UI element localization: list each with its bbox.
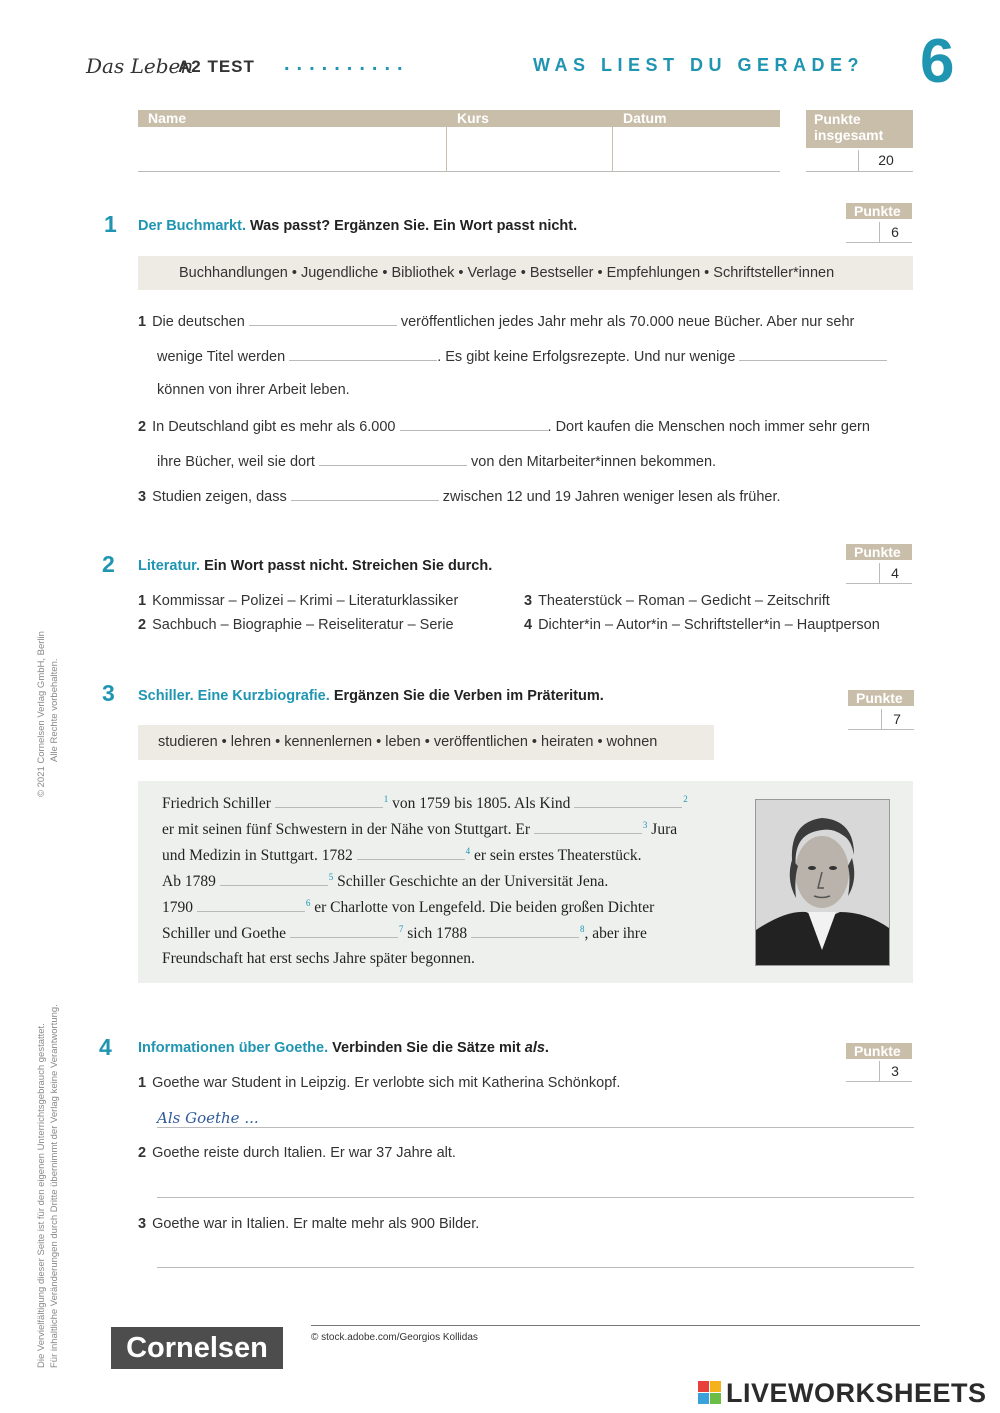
exercise-3-points-box xyxy=(848,709,914,730)
gap-input[interactable] xyxy=(319,452,467,466)
notice-line-2: Für inhaltliche Veränderungen durch Dritte übernimmt der Verlag keine Verantwortung. xyxy=(49,1004,60,1368)
gap-input[interactable] xyxy=(291,487,439,501)
exercise-3-points-value: 7 xyxy=(893,711,901,727)
name-label: Name xyxy=(138,110,446,127)
total-points-value: 20 xyxy=(878,152,894,168)
total-points-box xyxy=(806,150,913,172)
exercise-1-points-label: Punkte xyxy=(846,203,912,219)
gap-input[interactable] xyxy=(739,347,887,361)
header-dots: .......... xyxy=(284,53,410,75)
exercise-1-number: 1 xyxy=(104,211,117,237)
divider xyxy=(446,110,447,172)
exercise-1-word-bank: Buchhandlungen • Jugendliche • Bibliothek • Verlage • Bestseller • Empfehlungen • Schriftsteller*innen xyxy=(138,256,913,290)
footer-divider xyxy=(311,1325,920,1326)
kurs-label: Kurs xyxy=(447,110,612,127)
ex1-line-3: können von ihrer Arbeit leben. xyxy=(157,382,350,398)
copyright-line-2: Alle Rechte vorbehalten. xyxy=(49,658,60,762)
ex4-answer-1[interactable]: Als Goethe ... xyxy=(157,1109,259,1127)
notice-line-1: Die Vervielfältigung dieser Seite ist für den eigenen Unterrichtsgebrauch gestattet. xyxy=(36,1023,47,1368)
exercise-2-title: Literatur. Ein Wort passt nicht. Streichen Sie durch. xyxy=(138,558,493,574)
exercise-1-title: Der Buchmarkt. Was passt? Ergänzen Sie. Ein Wort passt nicht. xyxy=(138,218,578,234)
total-label-line2: insgesamt xyxy=(814,127,884,143)
schiller-line-3: und Medizin in Stuttgart. 1782 $^4$ er sein erstes Theaterstück. xyxy=(162,846,642,865)
exercise-4-title: Informationen über Goethe. Verbinden Sie die Sätze mit als. xyxy=(138,1040,549,1056)
ex4-item-1: 1 Goethe war Student in Leipzig. Er verlobte sich mit Katherina Schönkopf. xyxy=(138,1075,621,1091)
divider xyxy=(612,110,613,172)
gap-input[interactable] xyxy=(357,846,465,860)
test-label: A2 TEST xyxy=(178,57,255,76)
ex2-item-4[interactable]: 4 Dichter*in – Autor*in – Schriftsteller*in – Hauptperson xyxy=(524,617,880,633)
gap-input[interactable] xyxy=(290,924,398,938)
ex1-line-4: 2 In Deutschland gibt es mehr als 6.000 . Dort kaufen die Menschen noch immer sehr gern xyxy=(138,419,870,435)
gap-input[interactable] xyxy=(197,898,305,912)
answer-line[interactable] xyxy=(157,1267,914,1268)
unit-number: 6 xyxy=(920,27,955,96)
exercise-3-number: 3 xyxy=(102,680,115,706)
exercise-4-points-label: Punkte xyxy=(846,1043,912,1059)
gap-input[interactable] xyxy=(220,872,328,886)
ex1-line-2: wenige Titel werden . Es gibt keine Erfolgsrezepte. Und nur wenige xyxy=(157,347,887,365)
gap-input[interactable] xyxy=(275,794,383,808)
schiller-portrait-image xyxy=(755,799,890,966)
gap-input[interactable] xyxy=(471,924,579,938)
exercise-3-word-bank: studieren • lehren • kennenlernen • leben • veröffentlichen • heiraten • wohnen xyxy=(138,725,714,760)
ex4-item-3: 3 Goethe war in Italien. Er malte mehr als 900 Bilder. xyxy=(138,1216,480,1232)
copyright-line-1: © 2021 Cornelsen Verlag GmbH, Berlin xyxy=(36,631,47,797)
exercise-1-points-box xyxy=(846,222,912,243)
brand-logo: Das Leben xyxy=(86,54,194,78)
ex2-item-2[interactable]: 2 Sachbuch – Biographie – Reiseliteratur – Serie xyxy=(138,617,454,633)
exercise-4-number: 4 xyxy=(99,1034,112,1060)
gap-input[interactable] xyxy=(400,417,548,431)
ex2-item-1[interactable]: 1 Kommissar – Polizei – Krimi – Literaturklassiker xyxy=(138,593,459,609)
name-field[interactable] xyxy=(138,127,446,172)
answer-line[interactable] xyxy=(157,1197,914,1198)
ex1-line-5: ihre Bücher, weil sie dort von den Mitarbeiter*innen bekommen. xyxy=(157,454,717,470)
datum-label: Datum xyxy=(613,110,780,127)
exercise-3-title: Schiller. Eine Kurzbiografie. Ergänzen Sie die Verben im Präteritum. xyxy=(138,688,604,704)
ex2-item-3[interactable]: 3 Theaterstück – Roman – Gedicht – Zeitschrift xyxy=(524,593,830,609)
exercise-4-points-box xyxy=(846,1061,912,1082)
ex4-item-2: 2 Goethe reiste durch Italien. Er war 37 Jahre alt. xyxy=(138,1145,456,1161)
schiller-line-1: Friedrich Schiller $^1$ von 1759 bis 1805. Als Kind $^2$ xyxy=(162,794,688,813)
answer-line[interactable] xyxy=(157,1127,914,1128)
image-credit: © stock.adobe.com/Georgios Kollidas xyxy=(311,1332,478,1343)
gap-input[interactable] xyxy=(574,794,682,808)
datum-field[interactable] xyxy=(613,127,780,172)
total-points-label xyxy=(806,110,913,148)
exercise-2-number: 2 xyxy=(102,551,115,577)
kurs-field[interactable] xyxy=(447,127,612,172)
total-label-line1: Punkte xyxy=(814,111,861,127)
liveworksheets-watermark: LIVEWORKSHEETS xyxy=(698,1378,987,1409)
ex1-line-1: 1 Die deutschen veröffentlichen jedes Jahr mehr als 70.000 neue Bücher. Aber nur sehr xyxy=(138,314,855,330)
gap-input[interactable] xyxy=(534,820,642,834)
exercise-3-points-label: Punkte xyxy=(848,690,914,706)
exercise-2-points-label: Punkte xyxy=(846,544,912,560)
unit-title: WAS LIEST DU GERADE? xyxy=(533,55,865,75)
cornelsen-logo: Cornelsen xyxy=(111,1327,283,1369)
exercise-2-points-box xyxy=(846,563,912,584)
exercise-2-points-value: 4 xyxy=(891,565,899,581)
exercise-1-points-value: 6 xyxy=(891,224,899,240)
gap-input[interactable] xyxy=(289,347,437,361)
ex1-line-6: 3 Studien zeigen, dass zwischen 12 und 19 Jahren weniger lesen als früher. xyxy=(138,489,781,505)
liveworksheets-icon xyxy=(698,1381,722,1405)
schiller-line-5: 1790 $^6$ er Charlotte von Lengefeld. Die beiden großen Dichter xyxy=(162,898,655,917)
schiller-line-4: Ab 1789 $^5$ Schiller Geschichte an der Universität Jena. xyxy=(162,872,609,891)
schiller-line-2: er mit seinen fünf Schwestern in der Nähe von Stuttgart. Er $^3$ Jura xyxy=(162,820,678,839)
gap-input[interactable] xyxy=(249,312,397,326)
schiller-line-7: Freundschaft hat erst sechs Jahre später begonnen. xyxy=(162,950,475,967)
schiller-line-6: Schiller und Goethe $^7$ sich 1788 $^8$, aber ihre xyxy=(162,924,647,943)
exercise-4-points-value: 3 xyxy=(891,1063,899,1079)
